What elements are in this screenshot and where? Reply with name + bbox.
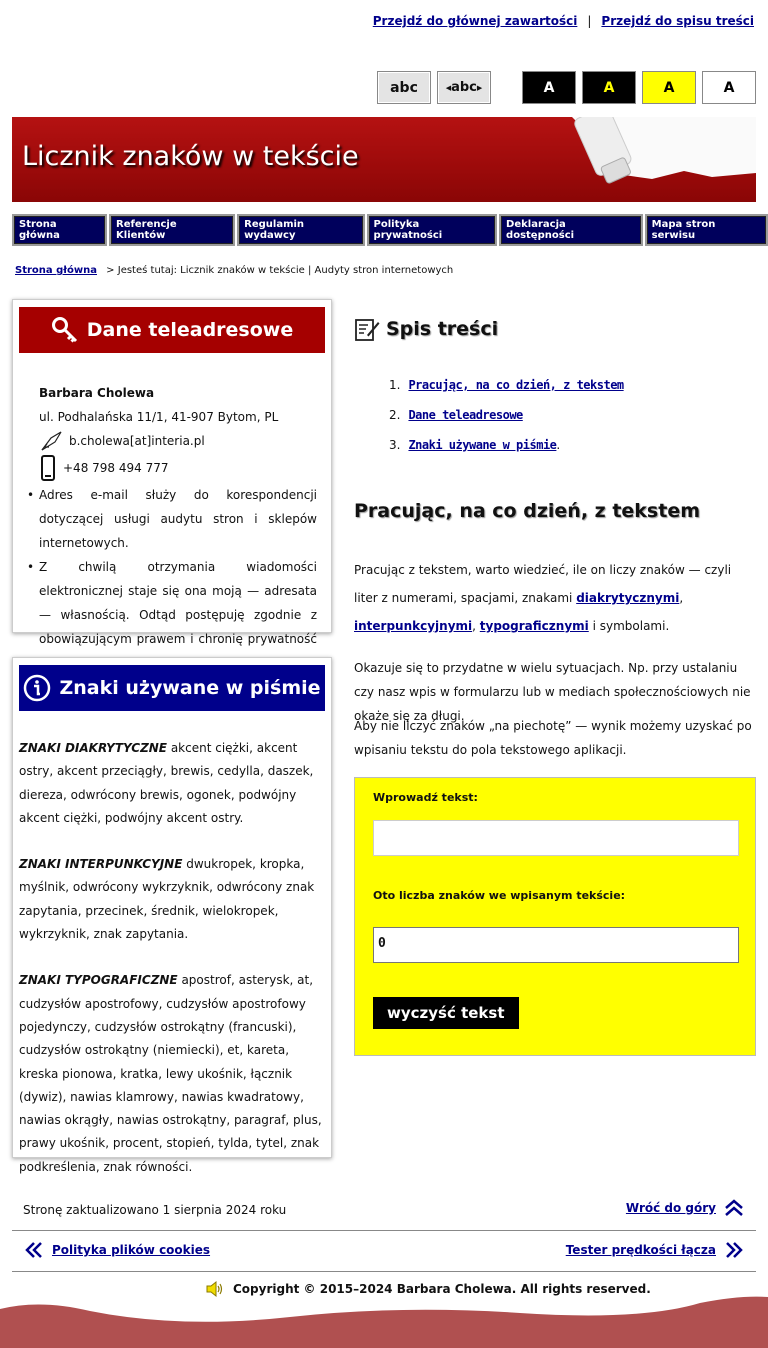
article-heading: Pracując, na co dzień, z tekstem: [354, 500, 700, 522]
main-nav: [12, 214, 768, 246]
footer-divider: [12, 1230, 756, 1231]
normal-spacing-button[interactable]: [377, 71, 431, 104]
info-icon: [23, 674, 51, 702]
article-paragraph: [354, 556, 754, 640]
accessibility-toolbar: [377, 71, 756, 104]
signs-group-label: ZNAKI TYPOGRAFICZNE: [19, 973, 178, 988]
contact-phone-row: [39, 455, 317, 481]
speed-tester: [566, 1241, 744, 1259]
toc-tail: .: [556, 438, 561, 452]
toc-link[interactable]: Dane teleadresowe: [408, 408, 523, 422]
key-icon: [51, 316, 79, 344]
contact-heading: [19, 307, 325, 353]
char-counter-tool: [354, 777, 756, 1056]
breadcrumb-home-link[interactable]: Strona główna: [15, 265, 97, 276]
paragraph-text: ,: [472, 619, 480, 633]
signs-heading: [19, 665, 325, 711]
toc-item: [389, 438, 624, 452]
toc-title: [354, 316, 498, 342]
banner-title: Licznik znaków w tekście: [22, 141, 359, 172]
skip-links: [373, 14, 754, 28]
nav-item-home[interactable]: Strona główna: [12, 214, 107, 246]
toc-item: [389, 378, 624, 392]
wide-spacing-button[interactable]: [437, 71, 491, 104]
breadcrumb-current: Jesteś tutaj: Licznik znaków w tekście | Audyty stron internetowych: [117, 265, 454, 276]
char-count-output: 0: [373, 927, 739, 963]
contact-details: [13, 353, 331, 675]
diacritics-link[interactable]: diakrytycznymi: [576, 591, 680, 605]
contact-phone: +48 798 494 777: [63, 461, 169, 475]
contact-name: Barbara Cholewa: [39, 386, 155, 400]
arrow-left-icon: ◀: [445, 83, 452, 92]
nav-item-accessibility[interactable]: Deklaracja dostępności: [499, 214, 643, 246]
back-to-top: [626, 1199, 744, 1217]
arrow-right-icon: ▶: [476, 83, 483, 92]
contrast-black-on-yellow-button[interactable]: A: [642, 71, 696, 104]
signs-content: [13, 711, 331, 1179]
cookies-policy-link[interactable]: Polityka plików cookies: [52, 1243, 211, 1257]
toc-link[interactable]: Pracując, na co dzień, z tekstem: [408, 378, 624, 392]
breadcrumb-separator: >: [106, 265, 115, 276]
contact-box: [12, 299, 332, 646]
signs-group-label: ZNAKI DIAKRYTYCZNE: [19, 741, 168, 755]
skip-separator: |: [587, 14, 592, 28]
output-label: Oto liczba znaków we wpisanym tekście:: [373, 889, 626, 902]
signs-group-label: ZNAKI INTERPUNKCYJNE: [19, 857, 183, 872]
notepad-pencil-icon: [354, 316, 380, 342]
copyright-text: Copyright © 2015–2024 Barbara Cholewa. All rights reserved.: [233, 1282, 651, 1296]
contact-address: ul. Podhalańska 11/1, 41-907 Bytom, PL: [39, 410, 279, 424]
signs-group-punctuation: [19, 853, 325, 946]
speed-tester-link[interactable]: Tester prędkości łącza: [565, 1243, 716, 1257]
nav-item-terms[interactable]: Regulamin wydawcy: [237, 214, 364, 246]
normal-spacing-label: abc: [390, 79, 418, 96]
signs-group-diacritics: [19, 737, 325, 830]
nav-item-privacy[interactable]: Polityka prywatności: [367, 214, 498, 246]
signs-box: [12, 657, 332, 1174]
double-chevron-right-icon[interactable]: [724, 1241, 744, 1259]
skip-to-toc-link[interactable]: Przejdź do spisu treści: [601, 14, 754, 28]
last-updated: Stronę zaktualizowano 1 sierpnia 2024 roku: [23, 1203, 287, 1217]
toc-title-text: Spis treści: [386, 318, 499, 340]
contact-note: • Adres e-mail służy do korespondencji dotyczącej usługi audytu stron i sklepów internetowych.: [39, 483, 317, 555]
contrast-default-button[interactable]: A: [702, 71, 756, 104]
nav-item-references[interactable]: Referencje Klientów: [109, 214, 235, 246]
double-chevron-up-icon[interactable]: [724, 1199, 744, 1217]
contrast-yellow-on-black-button[interactable]: A: [582, 71, 636, 104]
punctuation-link[interactable]: interpunkcyjnymi: [354, 619, 473, 633]
typographic-link[interactable]: typograficznymi: [479, 619, 589, 633]
article-paragraph: Okazuje się to przydatne w wielu sytuacjach. Np. przy ustalaniu czy nasz wpis w formularzu lub w mediach społecznościowych nie okaże się za długi.: [354, 661, 751, 723]
footer-wave-decoration: [0, 1295, 768, 1348]
contact-notes: [39, 483, 317, 675]
toc-link[interactable]: Znaki używane w piśmie: [408, 438, 557, 452]
skip-to-main-link[interactable]: Przejdź do głównej zawartości: [372, 14, 578, 28]
contact-note: • Z chwilą otrzymania wiadomości elektronicznej staje się ona moją — adresata — własnością. Odtąd postępuję zgodnie z obowiązującym prawem i chronię prywatność: [39, 555, 317, 675]
phone-icon: [39, 455, 57, 481]
paragraph-text: i symbolami.: [588, 619, 670, 633]
paragraph-text: ,: [679, 591, 684, 605]
article-paragraph: Aby nie liczyć znaków „na piechotę” — wynik możemy uzyskać po wpisaniu tekstu do pola tekstowego aplikacji.: [354, 719, 752, 757]
toc-item: [389, 408, 624, 422]
toc-number: 3.: [389, 438, 401, 452]
wide-spacing-label: abc: [451, 80, 477, 95]
cookies-policy: [24, 1241, 210, 1259]
double-chevron-left-icon[interactable]: [24, 1241, 44, 1259]
contact-email-row: [39, 429, 317, 453]
signs-group-text: apostrof, asterysk, at, cudzysłów apostrofowy, cudzysłów apostrofowy pojedynczy, cudzysłów ostrokątny (francuski), cudzysłów ostrokątny (niemiecki), et, kareta, kreska pionowa, kratka, lewy ukośnik, łącznik (dywiz), nawias klamrowy, nawias kwadratowy, nawias okrągły, nawias ostrokątny, paragraf, plus, prawy ukośnik, procent, stopień, tylda, tytel, znak podkreślenia, znak równości.: [19, 973, 322, 1174]
signs-heading-text: Znaki używane w piśmie: [59, 677, 321, 699]
signs-group-typographic: [19, 969, 325, 1179]
paragraph-text: Pracując z tekstem, warto wiedzieć, ile on liczy znaków — czyli liter z numerami, spacjami, znakami: [354, 563, 732, 605]
signs-group-text: akcent ciężki, akcent ostry, akcent przeciągły, brewis, cedylla, daszek, diereza, odwrócony brewis, ogonek, podwójny akcent ciężki, podwójny akcent ostry.: [19, 741, 314, 825]
contrast-white-on-black-button[interactable]: A: [522, 71, 576, 104]
signs-group-text: dwukropek, kropka, myślnik, odwrócony wykrzyknik, odwrócony znak zapytania, przecinek, średnik, wielokropek, wykrzyknik, znak zapytania.: [19, 857, 315, 942]
text-input[interactable]: [373, 820, 739, 856]
toc-list: [389, 378, 624, 468]
input-label: Wprowadź tekst:: [373, 791, 478, 804]
site-banner: [12, 117, 756, 202]
toc-number: 1.: [389, 378, 401, 392]
quill-icon: [39, 430, 63, 452]
breadcrumb: [15, 265, 453, 276]
toc-number: 2.: [389, 408, 401, 422]
back-to-top-link[interactable]: Wróć do góry: [625, 1201, 716, 1215]
footer-divider: [12, 1271, 756, 1272]
nav-item-sitemap[interactable]: Mapa stron serwisu: [645, 214, 768, 246]
clear-text-button[interactable]: wyczyść tekst: [373, 997, 519, 1029]
contact-heading-text: Dane teleadresowe: [86, 319, 294, 341]
contact-email: b.cholewa[at]interia.pl: [69, 434, 205, 448]
